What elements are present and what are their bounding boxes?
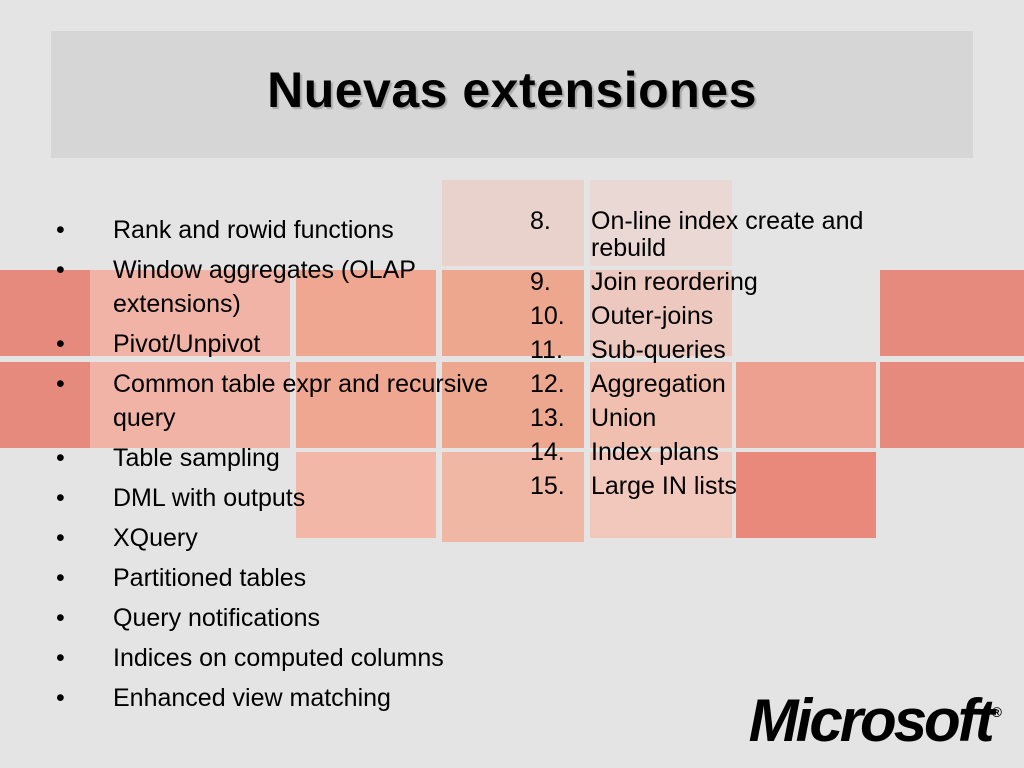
list-item-text: Query notifications xyxy=(113,604,321,632)
list-item xyxy=(56,441,496,475)
list-item-text: DML with outputs xyxy=(113,484,306,512)
bullet-icon: • xyxy=(56,644,65,672)
bullet-icon: • xyxy=(56,684,65,712)
list-item xyxy=(56,367,496,435)
list-item-number: 13. xyxy=(530,404,565,432)
list-item xyxy=(56,481,496,515)
list-item xyxy=(530,439,930,466)
list-item-text: Partitioned tables xyxy=(113,564,307,592)
list-item-text: Rank and rowid functions xyxy=(113,216,394,244)
bullet-icon: • xyxy=(56,524,65,552)
list-item xyxy=(530,208,930,262)
list-item xyxy=(530,303,930,330)
list-item-text: Sub-queries xyxy=(591,336,726,364)
list-item-text: XQuery xyxy=(113,524,198,552)
list-item xyxy=(56,213,496,247)
list-item-number: 14. xyxy=(530,438,565,466)
bullet-icon: • xyxy=(56,444,65,472)
list-item-text: Union xyxy=(591,404,657,432)
list-item-text: Common table expr and recursive query xyxy=(113,370,489,432)
list-item xyxy=(530,269,930,296)
list-item-text: Window aggregates (OLAP extensions) xyxy=(113,256,416,318)
list-item-number: 15. xyxy=(530,472,565,500)
bullet-icon: • xyxy=(56,484,65,512)
bullet-icon: • xyxy=(56,216,65,244)
list-item-text: Index plans xyxy=(591,438,719,466)
list-item-text: Outer-joins xyxy=(591,302,714,330)
list-item-text: On-line index create and rebuild xyxy=(591,207,864,262)
list-item-number: 8. xyxy=(530,207,551,235)
list-item-text: Join reordering xyxy=(591,268,758,296)
list-item-text: Large IN lists xyxy=(591,472,737,500)
bullet-icon: • xyxy=(56,330,65,358)
bullet-icon: • xyxy=(56,256,65,284)
slide-title: Nuevas extensiones xyxy=(267,62,757,118)
list-item xyxy=(56,641,496,675)
list-item-text: Indices on computed columns xyxy=(113,644,444,672)
list-item xyxy=(56,681,496,715)
list-item xyxy=(56,521,496,555)
list-item xyxy=(530,405,930,432)
list-item xyxy=(530,371,930,398)
list-item xyxy=(56,601,496,635)
list-item xyxy=(56,327,496,361)
list-item xyxy=(56,561,496,595)
list-item-number: 12. xyxy=(530,370,565,398)
logo-text: Microsoft xyxy=(748,687,992,754)
bullet-list xyxy=(56,213,496,721)
registered-mark: ® xyxy=(991,704,1002,720)
list-item xyxy=(56,253,496,321)
list-item xyxy=(530,337,930,364)
list-item-number: 10. xyxy=(530,302,565,330)
bullet-icon: • xyxy=(56,370,65,398)
list-item xyxy=(530,473,930,500)
list-item-text: Pivot/Unpivot xyxy=(113,330,261,358)
list-item-text: Table sampling xyxy=(113,444,280,472)
list-item-text: Aggregation xyxy=(591,370,726,398)
list-item-number: 9. xyxy=(530,268,551,296)
numbered-list xyxy=(530,208,930,507)
list-item-text: Enhanced view matching xyxy=(113,684,391,712)
bullet-icon: • xyxy=(56,604,65,632)
bullet-icon: • xyxy=(56,564,65,592)
microsoft-logo xyxy=(749,686,1002,755)
list-item-number: 11. xyxy=(530,336,563,364)
